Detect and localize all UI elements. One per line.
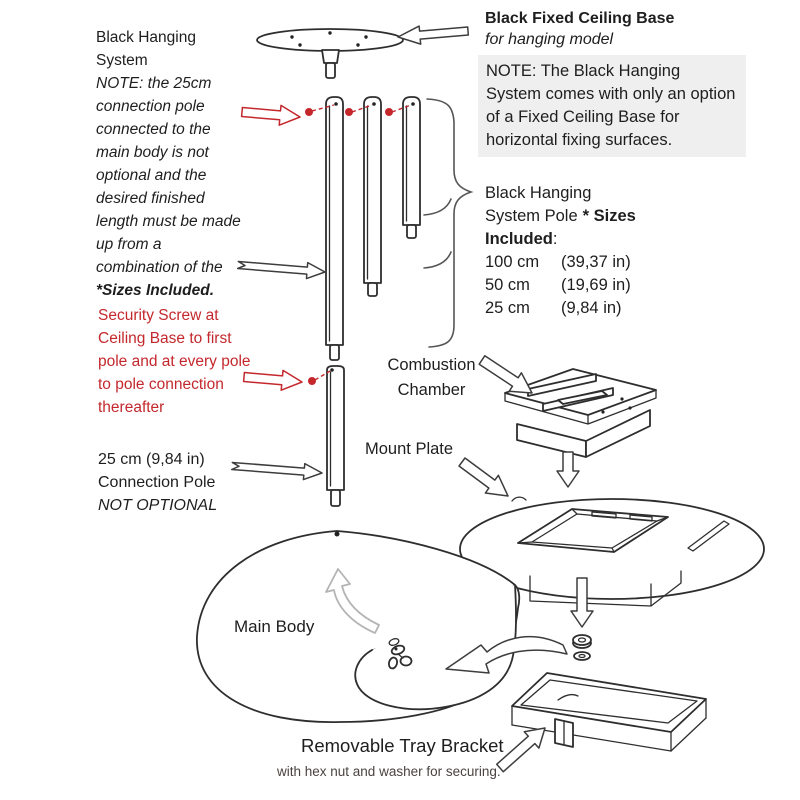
hanging-system-title: Black Hanging System [96, 29, 196, 69]
connection-pole-warning: NOT OPTIONAL [98, 497, 218, 514]
pole-sizes-line2: System Pole * Sizes [485, 207, 636, 225]
sizes-included-emphasis: *Sizes Included. [96, 282, 215, 299]
poles-brace [424, 99, 471, 347]
security-screw-arrow2-icon [244, 370, 302, 390]
main-body-label: Main Body [234, 617, 315, 636]
pole-size-row: 100 cm (39,37 in) [485, 253, 631, 271]
hanging-system-note [96, 26, 248, 302]
combustion-chamber-label: Combustion Chamber [387, 356, 476, 399]
hex-nut-drawing [573, 635, 591, 648]
connection-pole-size: 25 cm (9,84 in) [98, 451, 205, 468]
ceiling-base-drawing [257, 29, 403, 78]
tray-bracket-label: Removable Tray Bracket [301, 735, 504, 756]
mount-plate-arrow-icon [459, 458, 508, 496]
pole-sizes-list [485, 182, 636, 320]
pole-sizes-line3: Included: [485, 230, 558, 248]
poles-drawing [326, 97, 420, 360]
pole-size-row: 25 cm (9,84 in) [485, 299, 622, 317]
chamber-to-plate-arrow-icon [557, 452, 579, 487]
security-screw-note: Security Screw at Ceiling Base to first pole and at every pole to pole connection thereafter [98, 307, 251, 416]
ceiling-base-note: NOTE: The Black Hanging System comes with only an option of a Fixed Ceiling Base for horizontal fixing surfaces. [478, 55, 746, 157]
ceiling-base-arrow-icon [398, 26, 468, 44]
connection-pole-drawing [308, 366, 344, 506]
tray-label-arrow-icon [497, 728, 545, 772]
mount-plate-label: Mount Plate [365, 440, 454, 458]
security-screw-markers [305, 105, 411, 116]
pole-size-row: 50 cm (19,69 in) [485, 276, 631, 294]
hanging-system-note-text: NOTE: the 25cm connection pole connected to the main body is not optional and the desired finished length must be made up from a combination of the [96, 75, 241, 276]
sizes-included-arrow-icon [238, 262, 325, 279]
connection-pole-label [98, 448, 268, 517]
combustion-chamber-arrow-icon [479, 356, 532, 393]
ceiling-base-subtitle: for hanging model [485, 31, 614, 48]
connection-pole-name: Connection Pole [98, 474, 216, 491]
security-screw-arrow-icon [242, 105, 300, 125]
tray-caption: with hex nut and washer for securing. [277, 764, 501, 779]
combustion-chamber-drawing [505, 369, 656, 457]
pole-sizes-line1: Black Hanging [485, 184, 592, 202]
washer-drawing [574, 652, 590, 660]
ceiling-base-title: Black Fixed Ceiling Base [485, 10, 675, 27]
